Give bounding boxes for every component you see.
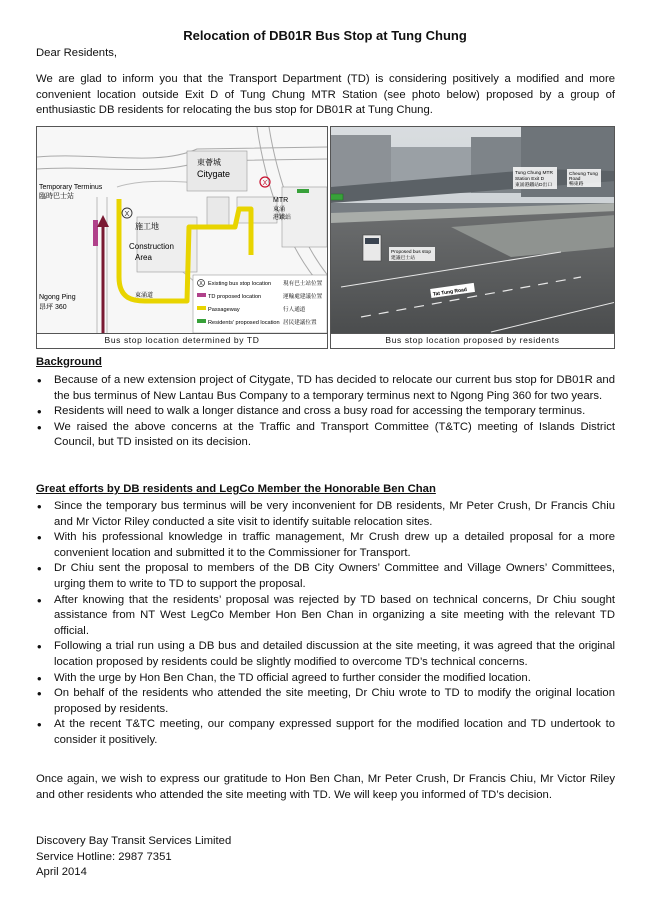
label-ngong-ping: Ngong Ping [39,294,76,301]
list-item: • Following a trial run using a DB bus and detailed discussion at the site meeting, it was agreed that the original location proposed by residents could be slightly modified to overcome TD’s technical concerns. [36,639,615,670]
label-mtr-zh2: 港鐵站 [273,215,292,221]
site-map-drawing [37,127,328,349]
photo-label-road: Cheung Tung [569,172,598,177]
photo-label-road2: Road [569,177,581,182]
site-map [36,126,328,349]
photo-label-exit: Station Exit D [515,177,545,182]
label-construction: Construction [129,242,174,251]
label-mtr: MTR [273,197,289,204]
td-proposed-marker [93,220,98,246]
photo-label-proposed-zh: 建議巴士站 [391,256,415,261]
legend-residents-zh: 居民建議位置 [283,320,317,326]
background-list [36,373,615,451]
figures [36,126,615,349]
map-caption: Bus stop location determined by TD [37,333,327,348]
label-citygate: Citygate [197,169,231,179]
closing-paragraph: Once again, we wish to express our gratitude to Hon Ben Chan, Mr Peter Crush, Dr Francis Chiu, Mr Victor Riley and other residents who attended the site meeting with TD. We will keep you informed of TD’s decision. [36,773,615,801]
legend-passageway-zh: 行人通道 [283,307,306,313]
legend-existing-symbol: X [199,281,203,287]
list-item: • On behalf of the residents who attended the site meeting, Dr Chiu wrote to TD to modify the original location proposed by residents. [36,686,615,717]
photo-street-sign: Tat Tung Road [432,286,468,298]
list-item: • Since the temporary bus terminus will be very inconvenient for DB residents, Mr Peter Crush, Dr Francis Chiu and Mr Victor Riley conducted a site visit to identify suitable relocation sites. [36,499,615,530]
svg-text:X: X [262,180,268,187]
legend-td-label: TD proposed location [208,294,262,300]
photo-label-proposed: Proposed bus stop [391,250,432,255]
list-item: • At the recent T&TC meeting, our company expressed support for the modified location and TD undertook to consider it positively. [36,717,615,748]
site-photo [330,126,615,349]
label-mtr-zh1: 東涌 [273,207,286,213]
background-heading: Background [36,356,102,368]
label-ngong-ping-zh: 昂坪 360 [39,304,67,311]
svg-text:X: X [124,211,130,218]
legend-existing-label: Existing bus stop location [208,281,272,287]
intro-paragraph: We are glad to inform you that the Transport Department (TD) is considering positively a modified and more convenient location outside Exit D of Tung Chung MTR Station (see photo below) proposed by a group of enthusiastic DB residents for relocating the bus stop for DB01R at Tung Chung. [36,73,615,117]
list-item: • We raised the above concerns at the Traffic and Transport Committee (T&TC) meeting of Islands District Council, but TD insisted on its decision. [36,420,615,451]
efforts-heading: Great efforts by DB residents and LegCo Member the Honorable Ben Chan [36,483,436,495]
page-title: Relocation of DB01R Bus Stop at Tung Chung [183,28,467,43]
label-temp-terminus: Temporary Terminus [39,184,103,191]
salutation: Dear Residents, [36,47,117,59]
residents-proposed-marker [297,189,309,193]
signature-block [36,834,231,881]
list-item: • After knowing that the residents’ proposal was rejected by TD based on technical concerns, Dr Chiu sought assistance from NT West LegCo Member Hon Ben Chan in organizing a site meeting with the relevant TD official. [36,593,615,640]
label-temp-terminus-zh: 臨時巴士站 [39,193,74,200]
legend-existing-zh: 現有巴士站位置 [283,281,323,287]
legend-residents-label: Residents' proposed location [208,320,280,326]
service-hotline: Service Hotline: 2987 7351 [36,850,172,863]
list-item: • Dr Chiu sent the proposal to members of the DB City Owners’ Committee and Village Owners’ Committees, urging them to write to TD to support the proposal. [36,561,615,592]
list-item: • With his professional knowledge in traffic management, Mr Crush drew up a detailed proposal for a more convenient location and submitted it to the Commissioner for Transport. [36,530,615,561]
list-item: • With the urge by Hon Ben Chan, the TD official agreed to further consider the modified location. [36,671,615,687]
list-item: • Residents will need to walk a longer distance and cross a busy road for accessing the temporary terminus. [36,404,615,420]
label-citygate-zh: 東薈城 [197,158,221,167]
photo-label-road-zh: 暢東路 [569,182,584,187]
site-photo-drawing [331,127,615,349]
legend-passageway-label: Passageway [208,307,240,313]
photo-label-exit-zh: 東涌港鐵站D出口 [515,183,553,188]
photo-caption: Bus stop location proposed by residents [331,333,614,348]
legend-td-zh: 運輸處建議位置 [283,294,323,300]
efforts-list [36,499,615,749]
notice-date: April 2014 [36,866,87,879]
company-name: Discovery Bay Transit Services Limited [36,835,232,847]
label-construction-zh: 施工地 [135,222,159,231]
photo-label-mtr: Tung Chung MTR [515,171,553,176]
map-legend [193,275,327,333]
label-road-zh: 東涌道 [135,293,154,299]
list-item: • Because of a new extension project of Citygate, TD has decided to relocate our current bus stop for DB01R and the bus terminus of New Lantau Bus Company to a temporary terminus next to Ngong Ping 360 for two years. [36,373,615,404]
label-area: Area [135,253,152,262]
